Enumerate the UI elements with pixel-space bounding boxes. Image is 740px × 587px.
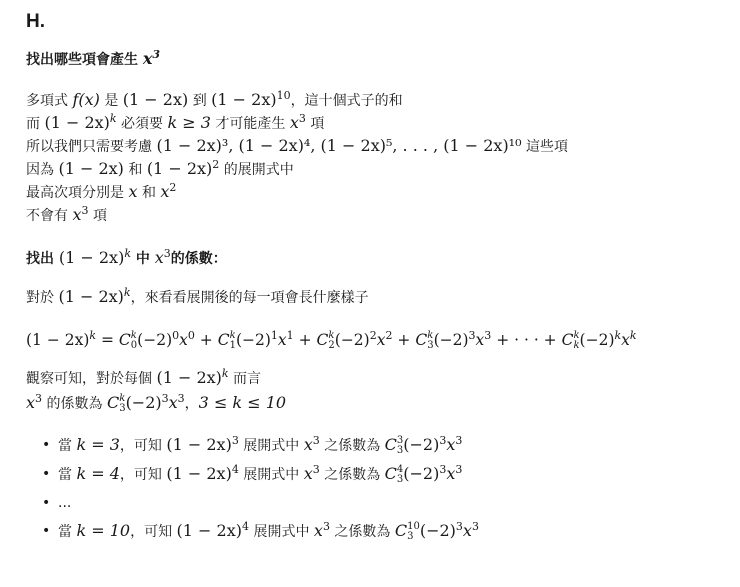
line-6: 不會有 $x^3$ 項 xyxy=(26,204,107,224)
observation-line: 觀察可知，對於每個 $(1 - 2x)^k$ 而言 xyxy=(26,367,262,387)
section2-title: 找出 $(1 - 2x)^k$ 中 $x^3$的係數： xyxy=(26,247,227,267)
line-2: 而 $(1 - 2x)^k$ 必須要 k ≥ 3 才可能產生 $x^3$ 項 xyxy=(26,112,325,132)
line-5: 最高次項分別是 x 和 $x^2$ xyxy=(26,181,177,201)
case-k3: • 當 k = 3，可知 $(1 - 2x)^3$ 展開式中 $x^3$ 之係數為 C 3 3 $(-2)^3x^3$ xyxy=(26,431,726,460)
section2-intro: 對於 $(1 - 2x)^k$，來看看展開後的每一項會長什麼樣子 xyxy=(26,286,369,306)
line-1: 多項式 f(x) 是 (1 − 2x) 到 $(1 - 2x)^{10}$，這十個式子的和 xyxy=(26,89,403,109)
binomial-expansion: $(1 - 2x)^k = C$ k 0 $(-2)^0x^0 + C$ k 1 $(-2)^1x^1 + C$ k 2 $(-2)^2x^2 + C$ k 3 $(-2)^3x^3$ + · · · + C k k $(-2)^kx^k$ xyxy=(26,329,637,351)
section1-body xyxy=(26,89,726,227)
solution-document xyxy=(26,8,726,546)
term-0: C k 0 $(-2)^0x^0$ xyxy=(118,329,195,351)
coefficient-line: $x^3$ 的係數為 C k 3 $(-2)^3x^3$，3 ≤ k ≤ 10 xyxy=(26,392,287,414)
case-ellipsis: • ... xyxy=(26,489,726,517)
line-3: 所以我們只需要考慮 (1 − 2x)³, (1 − 2x)⁴, (1 − 2x)⁵, . . . , (1 − 2x)¹⁰ 這些項 xyxy=(26,136,568,155)
section-heading: H. xyxy=(26,11,45,32)
case-k4: • 當 k = 4，可知 $(1 - 2x)^4$ 展開式中 $x^3$ 之係數為 C 4 3 $(-2)^3x^3$ xyxy=(26,460,726,489)
case-k10: • 當 k = 10，可知 $(1 - 2x)^4$ 展開式中 $x^3$ 之係數為 C 10 3 $(-2)^3x^3$ xyxy=(26,517,726,546)
term-2: C k 2 $(-2)^2x^2$ xyxy=(316,329,393,351)
coef-expression: C k 3 $(-2)^3x^3$ xyxy=(106,392,185,414)
term-1: C k 1 $(-2)^1x^1$ xyxy=(217,329,294,351)
term-3: C k 3 $(-2)^3x^3$ xyxy=(415,329,492,351)
case-list xyxy=(26,431,726,546)
expansion-lhs: $(1 - 2x)^k$ xyxy=(26,329,97,349)
x-cubed: $x^3$ xyxy=(142,48,161,68)
line-4: 因為 (1 − 2x) 和 $(1 - 2x)^2$ 的展開式中 xyxy=(26,158,294,178)
section1-title: 找出哪些項會產生 $x^3$ xyxy=(26,48,161,68)
term-k: C k k $(-2)^kx^k$ xyxy=(561,329,637,351)
